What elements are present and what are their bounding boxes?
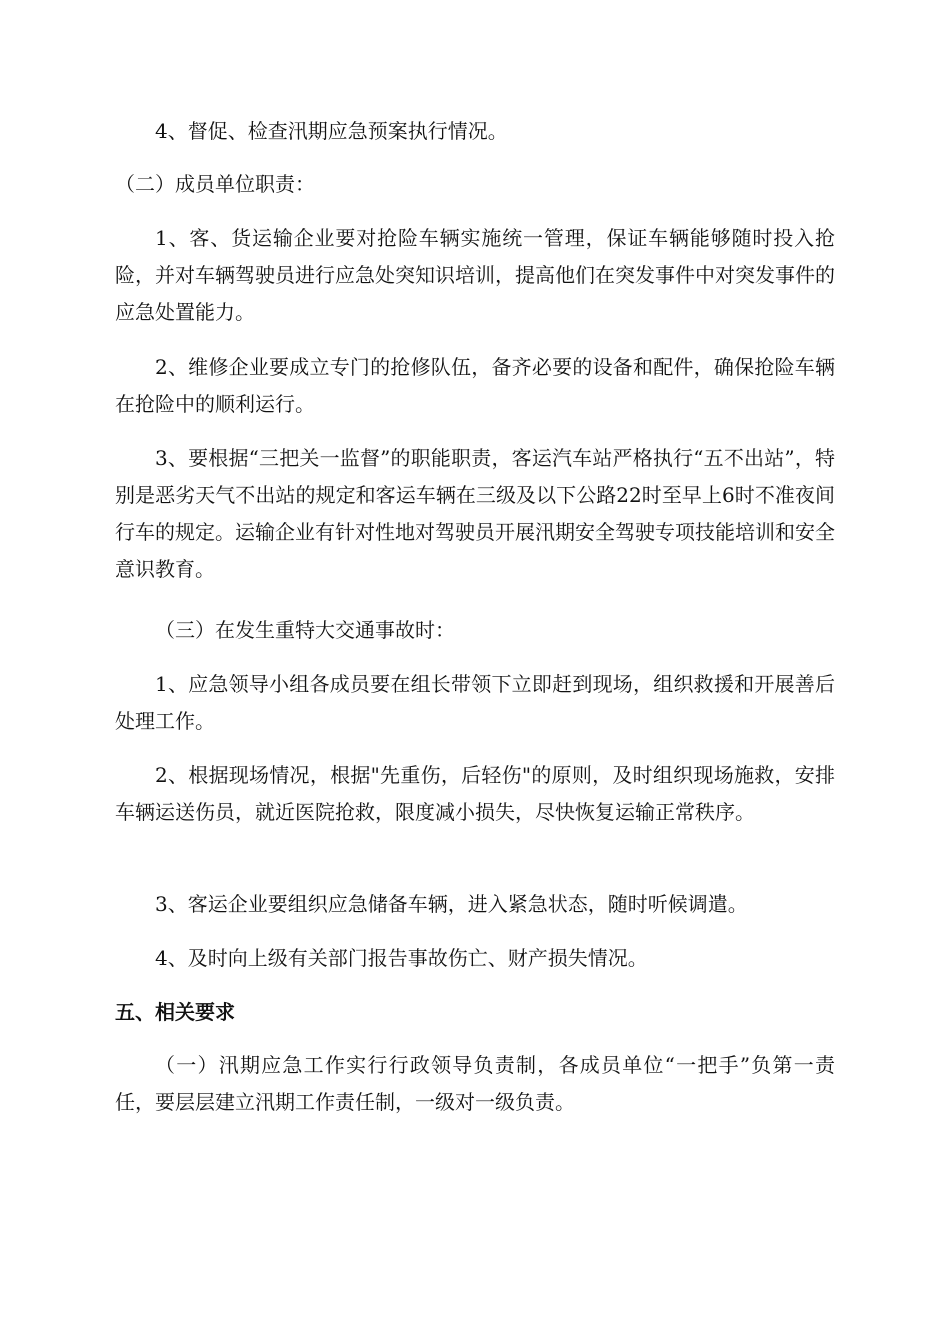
paragraph-item-4-supervise: 4、督促、检查汛期应急预案执行情况。 [155, 119, 508, 143]
paragraph-rescue-principle: 2、根据现场情况，根据"先重伤，后轻伤"的原则，及时组织现场施救，安排车辆运送伤员，就近医院抢救，限度减小损失，尽快恢复运输正常秩序。 [115, 763, 835, 824]
subheading-major-accident: （三）在发生重特大交通事故时： [155, 618, 455, 642]
paragraph-repair-enterprises: 2、维修企业要成立专门的抢修队伍，备齐必要的设备和配件，确保抢险车辆在抢险中的顺利运行。 [115, 355, 835, 416]
subheading-member-duties: （二）成员单位职责： [115, 172, 315, 196]
paragraph-reserve-vehicles: 3、客运企业要组织应急储备车辆，进入紧急状态，随时听候调遣。 [155, 892, 748, 916]
paragraph-bus-station-rules: 3、要根据“三把关一监督”的职能职责，客运汽车站严格执行“五不出站”，特别是恶劣天气不出站的规定和客运车辆在三级及以下公路22时至早上6时不准夜间行车的规定。运输企业有针对性地对驾驶员开展汛期安全驾驶专项技能培训和安全意识教育。 [115, 446, 835, 581]
section-heading-requirements: 五、相关要求 [115, 1000, 235, 1024]
paragraph-responsibility-system: （一）汛期应急工作实行行政领导负责制，各成员单位“一把手”负第一责任，要层层建立汛期工作责任制，一级对一级负责。 [115, 1053, 835, 1114]
paragraph-report-losses: 4、及时向上级有关部门报告事故伤亡、财产损失情况。 [155, 946, 648, 970]
paragraph-leadership-onsite: 1、应急领导小组各成员要在组长带领下立即赶到现场，组织救援和开展善后处理工作。 [115, 672, 835, 733]
paragraph-transport-enterprises: 1、客、货运输企业要对抢险车辆实施统一管理，保证车辆能够随时投入抢险，并对车辆驾驶员进行应急处突知识培训，提高他们在突发事件中对突发事件的应急处置能力。 [115, 226, 835, 324]
